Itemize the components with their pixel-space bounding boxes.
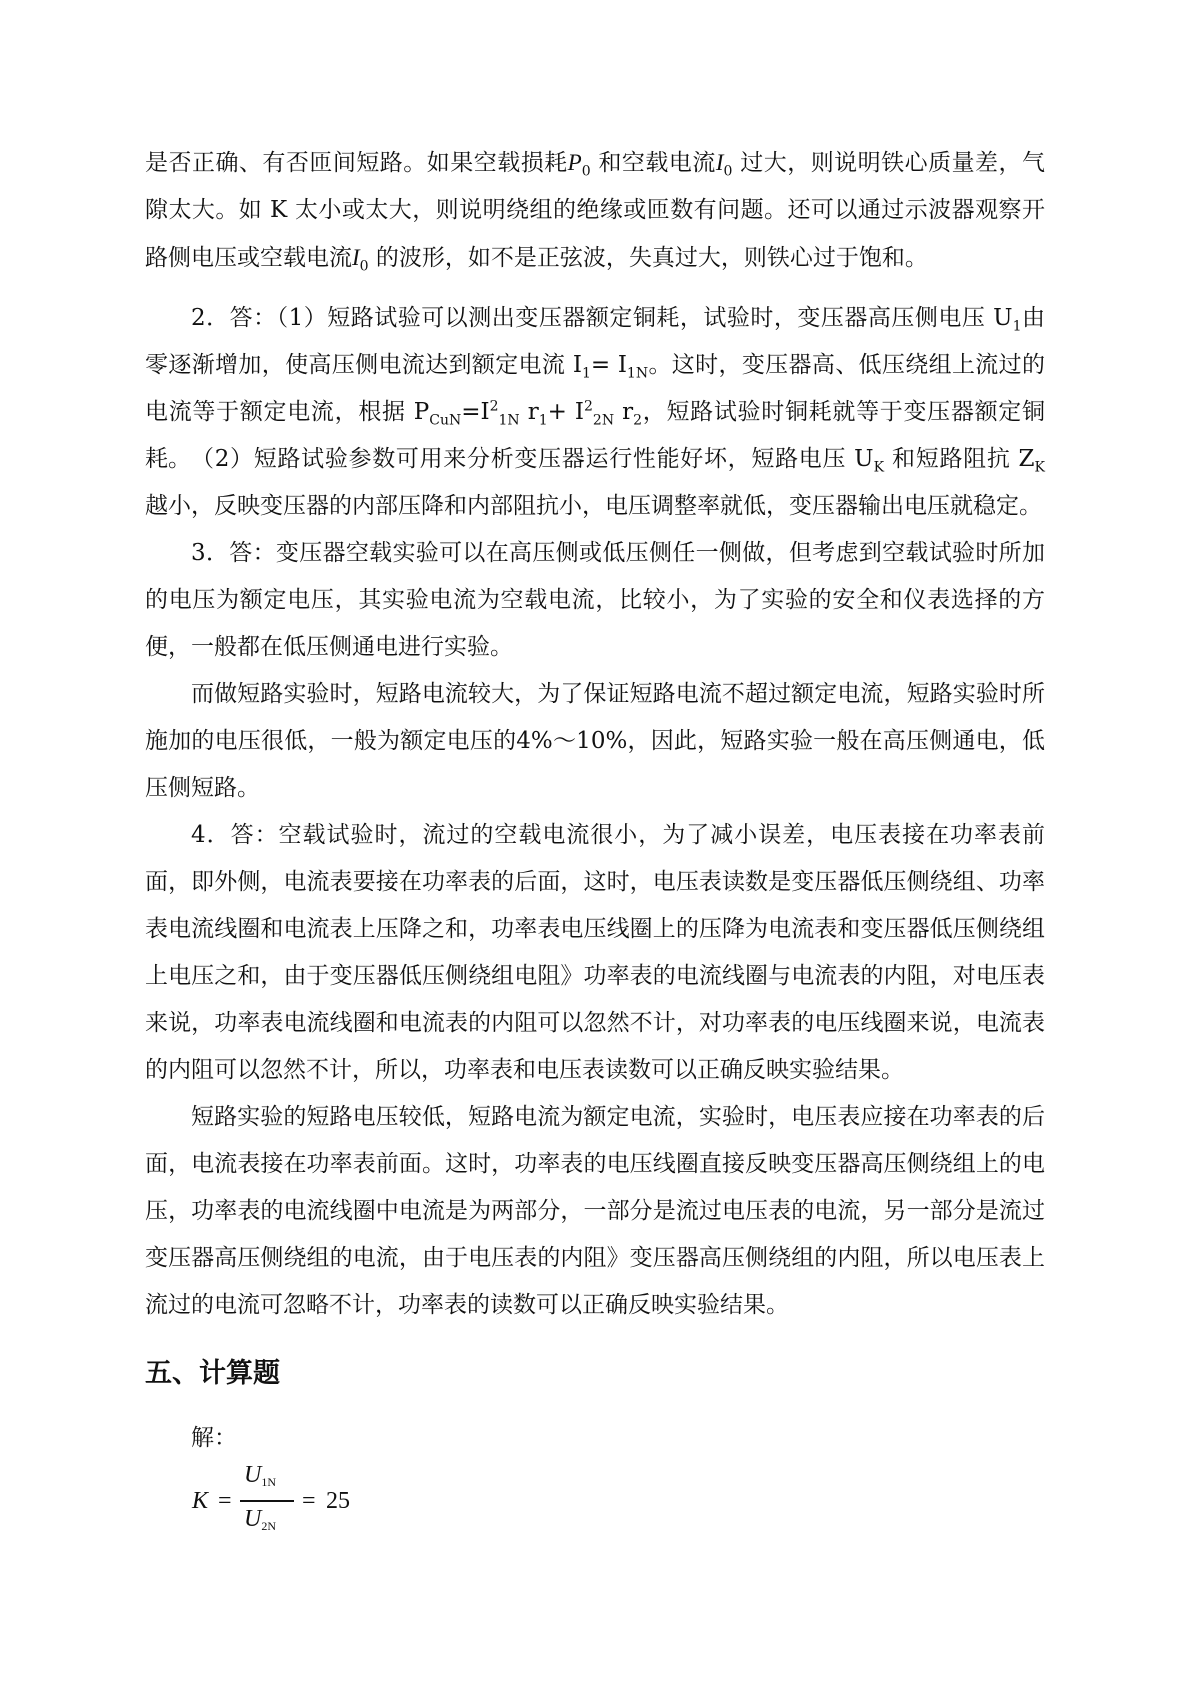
- transformer-ratio-formula: [192, 1460, 392, 1542]
- formula-numerator: [244, 1462, 276, 1490]
- formula-denominator: [244, 1506, 276, 1534]
- formula-result: 25: [326, 1488, 350, 1514]
- formula-lhs: K: [192, 1488, 209, 1514]
- formula-equals-sign: =: [218, 1488, 232, 1514]
- denominator-subscript: 2N: [261, 1519, 277, 1533]
- section-heading: 五、计算题: [145, 1358, 280, 1389]
- paragraph-short-circuit-metering: 短路实验的短路电压较低，短路电流为额定电流，实验时，电压表应接在功率表的后面，电流表接在功率表前面。这时，功率表的电压线圈直接反映变压器高压侧绕组上的电压，功率表的电流线圈中电流是为两部分，一部分是流过电压表的电流，另一部分是流过变压器高压侧绕组的电流，由于电压表的内阻》变压器高压侧绕组的内阻，所以电压表上流过的电流可忽略不计，功率表的读数可以正确反映实验结果。: [145, 1104, 1045, 1318]
- denominator-variable: U: [244, 1506, 262, 1532]
- numerator-subscript: 1N: [261, 1475, 277, 1489]
- fraction-bar: [240, 1500, 294, 1502]
- paragraph-answer-3: 3．答：变压器空载实验可以在高压侧或低压侧任一侧做，但考虑到空载试验时所加的电压为额定电压，其实验电流为空载电流，比较小，为了实验的安全和仪表选择的方便，一般都在低压侧通电进行实验。: [145, 540, 1045, 660]
- formula-equals-sign-2: =: [302, 1488, 316, 1514]
- paragraph-no-load-analysis: 是否正确、有否匝间短路。如果空载损耗$P_0$ 和空载电流$I_0$ 过大，则说明铁心质量差，气隙太大。如 K 太小或太大，则说明绕组的绝缘或匝数有问题。还可以通过示波器观察开路侧电压或空载电流$I_0$ 的波形，如不是正弦波，失真过大，则铁心过于饱和。: [145, 150, 1046, 275]
- paragraph-answer-4: 4．答：空载试验时，流过的空载电流很小，为了减小误差，电压表接在功率表前面，即外侧，电流表要接在功率表的后面，这时，电压表读数是变压器低压侧绕组、功率表电流线圈和电流表上压降之和，功率表电压线圈上的压降为电流表和变压器低压侧绕组上电压之和，由于变压器低压侧绕组电阻》功率表的电流线圈与电流表的内阻，对电压表来说，功率表电流线圈和电流表的内阻可以忽然不计，对功率表的电压线圈来说，电流表的内阻可以忽然不计，所以，功率表和电压表读数可以正确反映实验结果。: [145, 822, 1045, 1083]
- solution-label: 解：: [191, 1425, 237, 1451]
- formula-fraction: [240, 1460, 294, 1542]
- paragraph-answer-2-part-2: （2）短路试验参数可用来分析变压器运行性能好坏，短路电压 $U_K$ 和短路阻抗 $Z_K$ 越小，反映变压器的内部压降和内部阻抗小，电压调整率就低，变压器输出电压就稳定。: [145, 446, 1046, 519]
- paragraph-short-circuit-test: 而做短路实验时，短路电流较大，为了保证短路电流不超过额定电流，短路实验时所施加的电压很低，一般为额定电压的4%～10%，因此，短路实验一般在高压侧通电，低压侧短路。: [145, 681, 1045, 801]
- paragraph-answer-2-part-1: 2．答：（1）短路试验可以测出变压器额定铜耗，试验时，变压器高压侧电压 $U_1$由零逐渐增加，使高压侧电流达到额定电流 $I_1= I_{1N}$。这时，变压器高、低压绕组上流过的电流等于额定电流，根据 $P_{CuN}=I^2_{1N}$ $r_1+ I^2_{2N}$ $r_2$，短路试验时铜耗就等于变压器额定铜耗。: [145, 305, 1046, 472]
- numerator-variable: U: [244, 1462, 262, 1488]
